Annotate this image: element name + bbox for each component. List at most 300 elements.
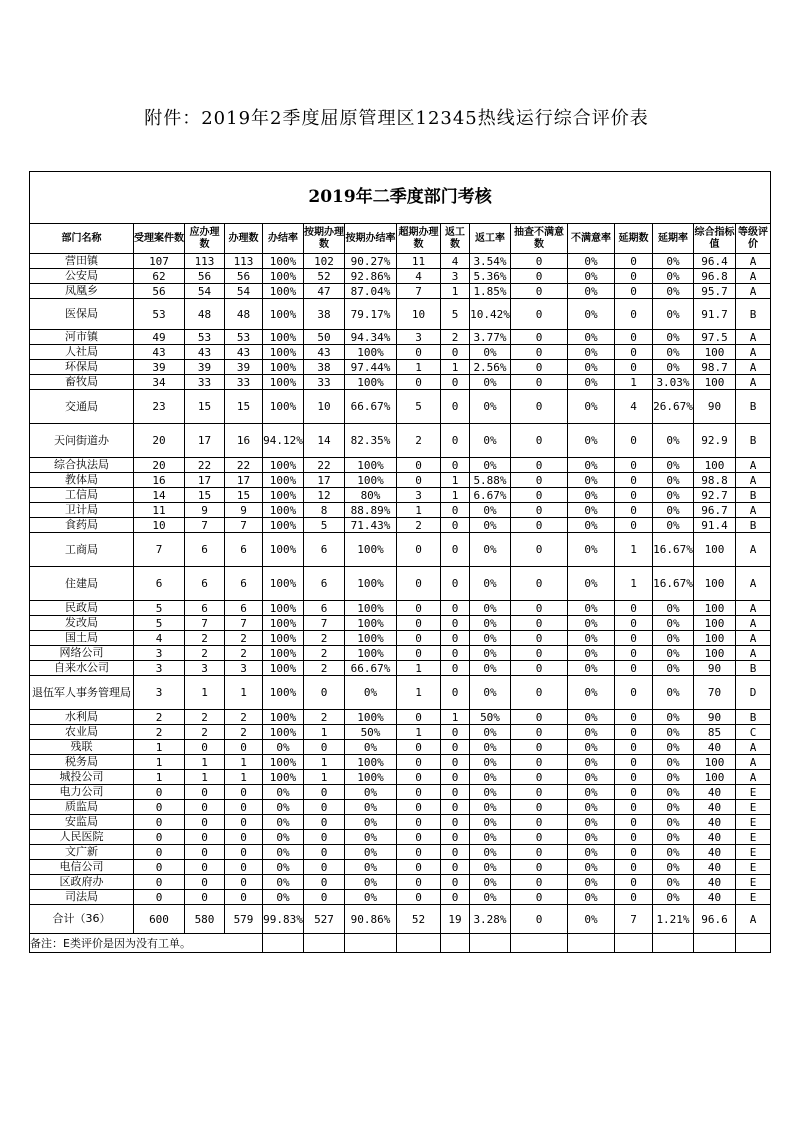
table-cell: 1	[225, 676, 263, 710]
table-cell: 16	[134, 473, 185, 488]
table-row	[30, 375, 771, 390]
table-cell: 40	[694, 785, 736, 800]
table-cell: 70	[694, 676, 736, 710]
table-row	[30, 890, 771, 905]
table-cell: 0	[441, 676, 470, 710]
table-cell: 0%	[345, 860, 397, 875]
table-cell: 2	[185, 646, 225, 661]
table-cell: 0	[397, 815, 441, 830]
table-cell: 0%	[653, 616, 694, 631]
table-cell: 0	[225, 890, 263, 905]
total-cell: 3.28%	[470, 905, 511, 934]
department-name: 城投公司	[30, 770, 134, 785]
table-cell: 0%	[653, 830, 694, 845]
table-cell: E	[736, 890, 771, 905]
table-cell: 0%	[470, 424, 511, 458]
table-row	[30, 800, 771, 815]
empty-cell	[615, 934, 653, 953]
column-header: 应办理数	[185, 224, 225, 254]
table-cell: 100%	[263, 345, 304, 360]
table-cell: 7	[185, 518, 225, 533]
table-cell: 0%	[568, 830, 615, 845]
table-cell: 0%	[263, 800, 304, 815]
table-cell: 100%	[345, 601, 397, 616]
table-cell: 0	[397, 533, 441, 567]
department-name: 人民医院	[30, 830, 134, 845]
table-cell: 56	[134, 284, 185, 299]
column-header: 办结率	[263, 224, 304, 254]
table-cell: 96.8	[694, 269, 736, 284]
table-cell: 0	[441, 860, 470, 875]
table-cell: 9	[225, 503, 263, 518]
table-cell: 7	[304, 616, 345, 631]
table-cell: 0	[615, 458, 653, 473]
table-cell: 0%	[263, 860, 304, 875]
department-name: 农业局	[30, 725, 134, 740]
table-cell: 0	[225, 815, 263, 830]
table-cell: 40	[694, 845, 736, 860]
total-cell: 600	[134, 905, 185, 934]
table-cell: 100	[694, 458, 736, 473]
table-cell: 0	[397, 770, 441, 785]
column-header: 按期办结率	[345, 224, 397, 254]
table-cell: 3	[397, 488, 441, 503]
table-cell: 0	[304, 860, 345, 875]
table-cell: 0	[225, 830, 263, 845]
table-cell: 0%	[568, 616, 615, 631]
table-cell: 100	[694, 533, 736, 567]
department-name: 交通局	[30, 390, 134, 424]
table-cell: 7	[134, 533, 185, 567]
table-cell: 0%	[470, 860, 511, 875]
table-cell: 98.7	[694, 360, 736, 375]
evaluation-table	[29, 171, 771, 953]
table-cell: 0	[615, 676, 653, 710]
table-cell: 0	[511, 740, 568, 755]
column-header: 受理案件数	[134, 224, 185, 254]
department-name: 凤凰乡	[30, 284, 134, 299]
table-row	[30, 860, 771, 875]
department-name: 环保局	[30, 360, 134, 375]
table-row	[30, 284, 771, 299]
table-cell: 6	[304, 601, 345, 616]
table-cell: 0%	[568, 254, 615, 269]
table-cell: 0	[441, 770, 470, 785]
table-cell: 2	[225, 710, 263, 725]
table-cell: 100%	[263, 661, 304, 676]
table-cell: 0	[511, 473, 568, 488]
table-cell: 0%	[568, 375, 615, 390]
table-cell: 100%	[263, 631, 304, 646]
table-cell: 100	[694, 601, 736, 616]
table-cell: 0	[185, 740, 225, 755]
table-cell: 0%	[568, 815, 615, 830]
table-cell: 0	[397, 830, 441, 845]
table-cell: 0%	[653, 269, 694, 284]
table-cell: 79.17%	[345, 299, 397, 330]
table-cell: 0%	[470, 375, 511, 390]
table-cell: 3	[225, 661, 263, 676]
table-cell: A	[736, 755, 771, 770]
table-cell: 48	[185, 299, 225, 330]
table-cell: 0	[511, 631, 568, 646]
table-cell: 0	[397, 740, 441, 755]
table-cell: 0	[511, 345, 568, 360]
table-cell: 0	[511, 616, 568, 631]
table-cell: 85	[694, 725, 736, 740]
table-cell: 88.89%	[345, 503, 397, 518]
department-name: 税务局	[30, 755, 134, 770]
table-cell: 40	[694, 875, 736, 890]
table-row	[30, 770, 771, 785]
table-cell: 0%	[345, 845, 397, 860]
table-cell: 0	[511, 330, 568, 345]
table-cell: A	[736, 458, 771, 473]
table-cell: 0%	[653, 631, 694, 646]
department-name: 住建局	[30, 567, 134, 601]
department-name: 发改局	[30, 616, 134, 631]
table-cell: 100%	[263, 616, 304, 631]
table-cell: 0%	[470, 740, 511, 755]
table-cell: 0	[397, 345, 441, 360]
table-cell: 0%	[568, 269, 615, 284]
table-cell: 87.04%	[345, 284, 397, 299]
table-cell: 0%	[263, 890, 304, 905]
table-cell: 40	[694, 800, 736, 815]
table-cell: 23	[134, 390, 185, 424]
table-row	[30, 458, 771, 473]
department-name: 综合执法局	[30, 458, 134, 473]
table-cell: 0%	[470, 390, 511, 424]
table-cell: 0%	[653, 601, 694, 616]
table-cell: 100%	[263, 725, 304, 740]
department-name: 网络公司	[30, 646, 134, 661]
total-cell: 99.83%	[263, 905, 304, 934]
table-cell: 0%	[568, 845, 615, 860]
table-cell: 2	[397, 518, 441, 533]
table-cell: 1	[397, 360, 441, 375]
table-cell: 0	[511, 800, 568, 815]
column-header: 返工率	[470, 224, 511, 254]
table-cell: 1	[185, 770, 225, 785]
table-cell: 1	[441, 488, 470, 503]
table-cell: B	[736, 661, 771, 676]
table-cell: 0	[511, 860, 568, 875]
table-cell: 0	[225, 875, 263, 890]
table-cell: 11	[397, 254, 441, 269]
table-cell: 0%	[653, 755, 694, 770]
table-cell: 0%	[653, 676, 694, 710]
table-cell: 0	[511, 269, 568, 284]
total-cell: 52	[397, 905, 441, 934]
table-cell: 0	[511, 830, 568, 845]
table-cell: 0	[615, 631, 653, 646]
table-cell: 14	[134, 488, 185, 503]
table-cell: 6	[304, 533, 345, 567]
table-cell: 6	[185, 533, 225, 567]
department-name: 人社局	[30, 345, 134, 360]
table-cell: 1	[185, 676, 225, 710]
table-cell: 1	[397, 725, 441, 740]
table-cell: 0	[134, 875, 185, 890]
table-cell: A	[736, 631, 771, 646]
table-cell: 3	[134, 646, 185, 661]
table-cell: 0%	[568, 424, 615, 458]
table-cell: 0	[185, 800, 225, 815]
department-name: 公安局	[30, 269, 134, 284]
table-cell: 0	[397, 755, 441, 770]
department-name: 水利局	[30, 710, 134, 725]
table-cell: 0%	[568, 601, 615, 616]
table-cell: 100%	[263, 567, 304, 601]
table-cell: 39	[225, 360, 263, 375]
table-cell: 0%	[568, 800, 615, 815]
department-name: 卫计局	[30, 503, 134, 518]
table-cell: 0	[304, 740, 345, 755]
table-cell: 1	[441, 710, 470, 725]
empty-cell	[441, 934, 470, 953]
table-cell: 6	[134, 567, 185, 601]
table-cell: 100%	[263, 676, 304, 710]
department-name: 食药局	[30, 518, 134, 533]
table-cell: 7	[185, 616, 225, 631]
table-cell: 90	[694, 390, 736, 424]
table-cell: 0%	[263, 875, 304, 890]
table-cell: 0	[397, 710, 441, 725]
table-cell: 0	[615, 269, 653, 284]
table-cell: A	[736, 770, 771, 785]
department-name: 文广新	[30, 845, 134, 860]
table-cell: 0	[615, 830, 653, 845]
table-cell: 0	[615, 815, 653, 830]
table-cell: 0	[441, 345, 470, 360]
table-cell: 6	[225, 601, 263, 616]
table-cell: 0	[615, 330, 653, 345]
table-cell: 0	[615, 345, 653, 360]
table-cell: 3.03%	[653, 375, 694, 390]
table-cell: 0%	[568, 473, 615, 488]
table-cell: 100%	[263, 390, 304, 424]
table-row	[30, 740, 771, 755]
table-cell: 100%	[263, 284, 304, 299]
table-cell: 100%	[263, 646, 304, 661]
table-cell: 0%	[568, 785, 615, 800]
table-cell: 102	[304, 254, 345, 269]
table-cell: 0%	[345, 676, 397, 710]
table-cell: 0	[511, 390, 568, 424]
empty-cell	[653, 934, 694, 953]
table-cell: A	[736, 375, 771, 390]
table-cell: A	[736, 616, 771, 631]
table-cell: 0	[511, 770, 568, 785]
table-cell: 100%	[345, 533, 397, 567]
table-cell: A	[736, 567, 771, 601]
table-cell: 0	[441, 785, 470, 800]
table-cell: 100%	[263, 375, 304, 390]
table-cell: 0	[511, 755, 568, 770]
table-cell: 1	[134, 755, 185, 770]
table-row	[30, 330, 771, 345]
table-cell: A	[736, 740, 771, 755]
department-name: 残联	[30, 740, 134, 755]
column-header: 按期办理数	[304, 224, 345, 254]
table-row	[30, 830, 771, 845]
table-cell: 100%	[345, 755, 397, 770]
table-cell: 0%	[568, 661, 615, 676]
table-cell: 0	[511, 360, 568, 375]
table-cell: A	[736, 533, 771, 567]
table-cell: 0	[441, 845, 470, 860]
table-cell: 0	[397, 785, 441, 800]
table-cell: 100%	[263, 458, 304, 473]
table-cell: 53	[225, 330, 263, 345]
table-cell: 100	[694, 646, 736, 661]
table-cell: B	[736, 518, 771, 533]
table-cell: 4	[397, 269, 441, 284]
empty-cell	[345, 934, 397, 953]
table-cell: B	[736, 390, 771, 424]
table-row	[30, 785, 771, 800]
table-cell: 5.36%	[470, 269, 511, 284]
table-cell: A	[736, 503, 771, 518]
table-cell: 2	[304, 661, 345, 676]
table-cell: 100%	[263, 269, 304, 284]
table-cell: 80%	[345, 488, 397, 503]
table-cell: 0%	[568, 725, 615, 740]
table-cell: 0%	[653, 725, 694, 740]
table-cell: 0	[225, 740, 263, 755]
table-cell: 54	[225, 284, 263, 299]
document-title: 附件：2019年2季度屈原管理区12345热线运行综合评价表	[144, 108, 649, 129]
table-cell: 1	[397, 503, 441, 518]
table-row	[30, 503, 771, 518]
table-cell: C	[736, 725, 771, 740]
department-name: 退伍军人事务管理局	[30, 676, 134, 710]
table-cell: 0%	[653, 646, 694, 661]
table-cell: 38	[304, 299, 345, 330]
table-row	[30, 646, 771, 661]
table-cell: 0	[441, 890, 470, 905]
table-cell: 0%	[653, 473, 694, 488]
table-cell: 0%	[470, 815, 511, 830]
table-row	[30, 616, 771, 631]
table-cell: 100%	[263, 755, 304, 770]
table-cell: 0	[615, 845, 653, 860]
department-name: 民政局	[30, 601, 134, 616]
total-cell: 579	[225, 905, 263, 934]
table-cell: 94.34%	[345, 330, 397, 345]
table-cell: 2	[225, 646, 263, 661]
department-name: 畜牧局	[30, 375, 134, 390]
table-cell: 0%	[263, 830, 304, 845]
table-cell: 0%	[653, 815, 694, 830]
table-cell: 62	[134, 269, 185, 284]
department-name: 工信局	[30, 488, 134, 503]
table-cell: 17	[304, 473, 345, 488]
table-cell: 100	[694, 345, 736, 360]
table-cell: 0%	[653, 299, 694, 330]
department-name: 司法局	[30, 890, 134, 905]
table-row	[30, 676, 771, 710]
table-cell: 0%	[653, 740, 694, 755]
table-cell: 0%	[653, 860, 694, 875]
department-name: 工商局	[30, 533, 134, 567]
table-cell: 0%	[470, 875, 511, 890]
total-cell: 90.86%	[345, 905, 397, 934]
table-cell: 0%	[568, 345, 615, 360]
table-cell: 96.4	[694, 254, 736, 269]
table-cell: 5	[304, 518, 345, 533]
table-cell: 0	[615, 875, 653, 890]
table-cell: 0	[511, 661, 568, 676]
table-cell: 6.67%	[470, 488, 511, 503]
table-cell: 3	[185, 661, 225, 676]
table-cell: 0%	[568, 860, 615, 875]
table-cell: 0	[397, 458, 441, 473]
table-cell: 0	[304, 800, 345, 815]
table-cell: 10.42%	[470, 299, 511, 330]
table-cell: 0	[615, 488, 653, 503]
table-cell: 1	[185, 755, 225, 770]
table-row	[30, 269, 771, 284]
table-cell: 22	[185, 458, 225, 473]
table-cell: 90	[694, 661, 736, 676]
table-cell: 100%	[345, 710, 397, 725]
table-cell: 3	[134, 661, 185, 676]
table-cell: 1	[441, 284, 470, 299]
table-cell: 0	[441, 830, 470, 845]
table-cell: 2	[397, 424, 441, 458]
table-cell: 0%	[470, 533, 511, 567]
table-title: 2019年二季度部门考核	[30, 172, 771, 224]
table-cell: 9	[185, 503, 225, 518]
table-cell: 0%	[470, 770, 511, 785]
table-cell: A	[736, 284, 771, 299]
table-cell: A	[736, 254, 771, 269]
table-row	[30, 755, 771, 770]
table-cell: 0	[185, 830, 225, 845]
table-cell: 0	[441, 424, 470, 458]
department-name: 自来水公司	[30, 661, 134, 676]
table-row	[30, 299, 771, 330]
table-cell: 39	[134, 360, 185, 375]
table-row	[30, 390, 771, 424]
table-cell: 0%	[568, 567, 615, 601]
table-cell: 0%	[568, 890, 615, 905]
department-name: 河市镇	[30, 330, 134, 345]
table-cell: 100%	[345, 567, 397, 601]
table-cell: A	[736, 360, 771, 375]
table-cell: 0	[441, 725, 470, 740]
table-cell: 0%	[653, 890, 694, 905]
department-name: 电信公司	[30, 860, 134, 875]
note-text: 备注：E类评价是因为没有工单。	[30, 934, 263, 953]
table-cell: 1	[225, 770, 263, 785]
table-cell: 91.4	[694, 518, 736, 533]
table-cell: 0%	[653, 770, 694, 785]
table-cell: 15	[185, 488, 225, 503]
table-cell: 0	[511, 488, 568, 503]
table-cell: 95.7	[694, 284, 736, 299]
table-cell: 0	[615, 770, 653, 785]
table-cell: 0	[397, 646, 441, 661]
table-cell: 66.67%	[345, 390, 397, 424]
table-cell: 17	[185, 424, 225, 458]
column-header: 不满意率	[568, 224, 615, 254]
table-cell: 22	[225, 458, 263, 473]
table-cell: 1	[615, 533, 653, 567]
table-cell: 0	[615, 740, 653, 755]
